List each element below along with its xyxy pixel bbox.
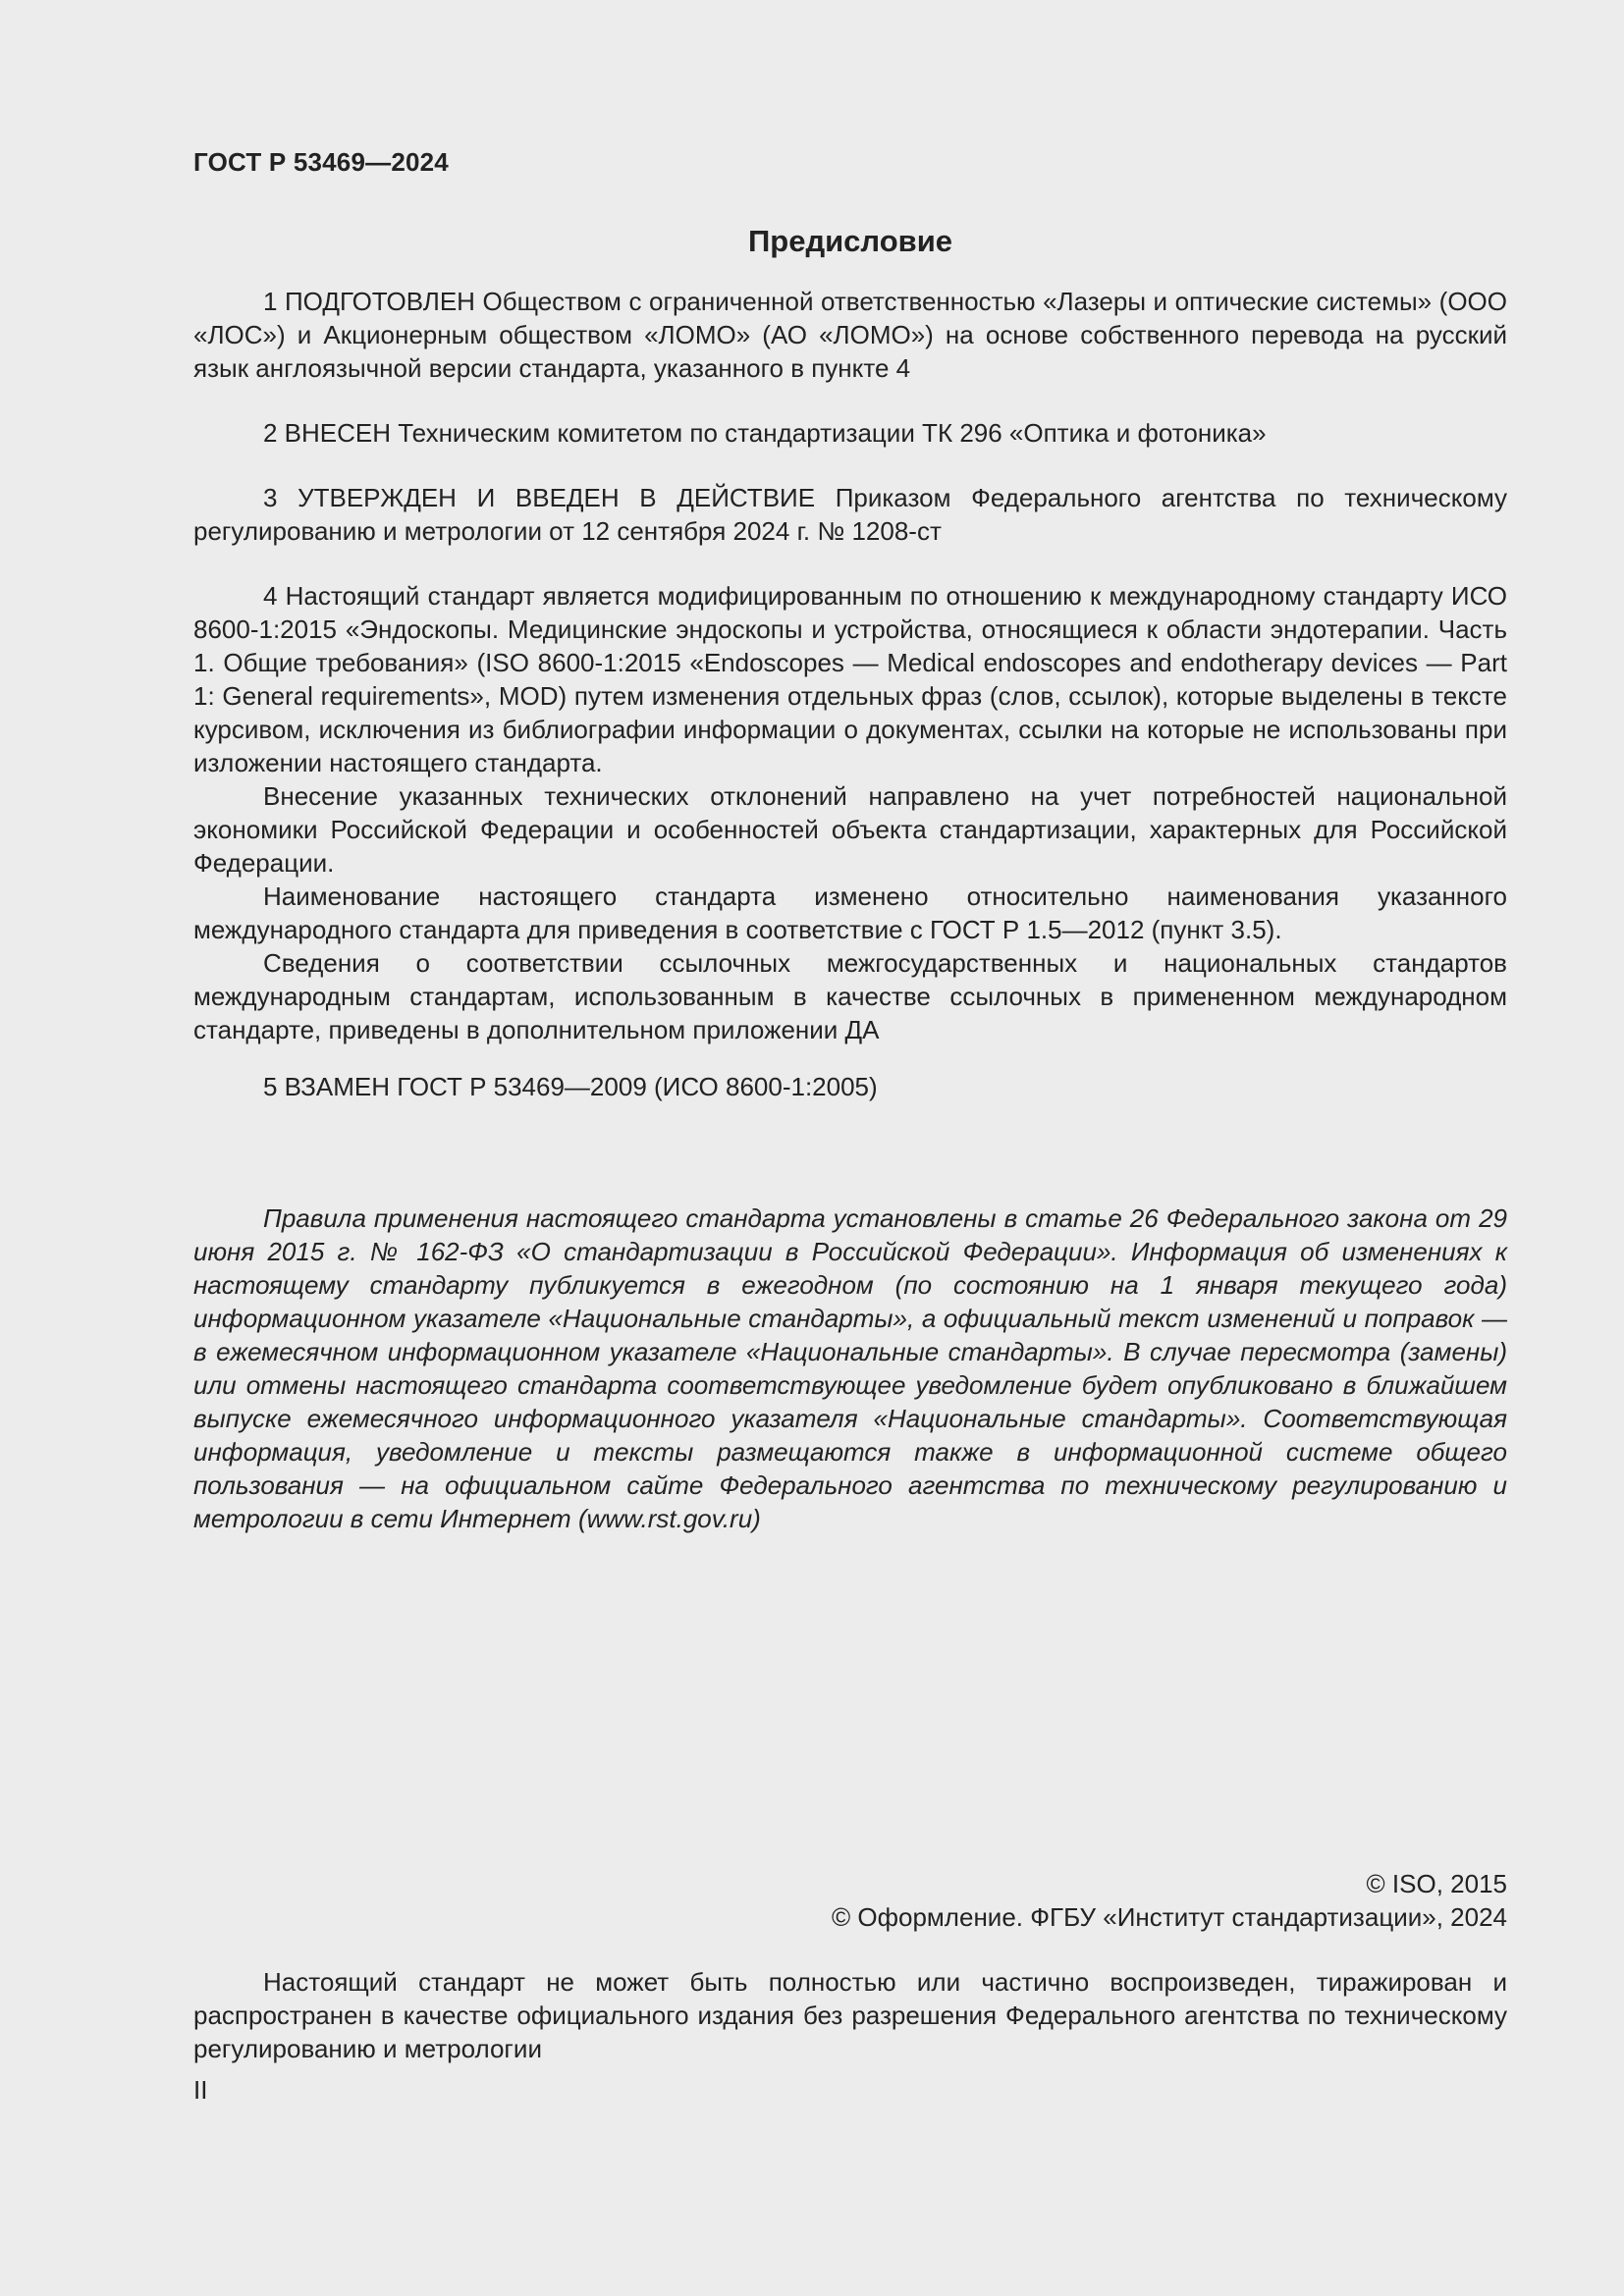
- foreword-item-4-paragraph: 4 Настоящий стандарт является модифицированным по отношению к международному стандарту ИСО 8600-1:2015 «Эндоскопы. Медицинские эндоскопы и устройства, относящиеся к области эндотерапии. Часть 1. Общие требования» (ISO 8600-1:2015 «Endoscopes — Medical endoscopes and endotherapy devices — Part 1: General requirements», MOD) путем изменения отдельных фраз (слов, ссылок), которые выделены в тексте курсивом, исключения из библиографии информации о документах, ссылки на которые не использованы при изложении настоящего стандарта.: [193, 581, 1507, 777]
- foreword-item-4: [193, 579, 1507, 1046]
- page-number: II: [193, 2075, 208, 2105]
- document-header: ГОСТ Р 53469—2024: [193, 147, 449, 177]
- copyright-design: © Оформление. ФГБУ «Институт стандартизации», 2024: [832, 1902, 1507, 1932]
- foreword-item-5: 5 ВЗАМЕН ГОСТ Р 53469—2009 (ИСО 8600-1:2005): [263, 1072, 878, 1101]
- copyright-iso: © ISO, 2015: [1366, 1869, 1507, 1898]
- document-page: [193, 0, 1507, 2296]
- foreword-item-1: 1 ПОДГОТОВЛЕН Обществом с ограниченной ответственностью «Лазеры и оптические системы» (ООО «ЛОС») и Акционерным обществом «ЛОМО» (АО «ЛОМО») на основе собственного перевода на русский язык англоязычной версии стандарта, указанного в пункте 4: [193, 287, 1507, 383]
- reproduction-notice: Настоящий стандарт не может быть полностью или частично воспроизведен, тиражирован и распространен в качестве официального издания без разрешения Федерального агентства по техническому регулированию и метрологии: [193, 1967, 1507, 2063]
- foreword-item-2: 2 ВНЕСЕН Техническим комитетом по стандартизации ТК 296 «Оптика и фотоника»: [263, 418, 1267, 448]
- foreword-item-4-paragraph: Сведения о соответствии ссылочных межгосударственных и национальных стандартов международным стандартам, использованным в качестве ссылочных в примененном международном стандарте, приведены в дополнительном приложении ДА: [193, 948, 1507, 1044]
- foreword-item-4-paragraph: Внесение указанных технических отклонений направлено на учет потребностей национальной экономики Российской Федерации и особенностей объекта стандартизации, характерных для Российской Федерации.: [193, 781, 1507, 878]
- foreword-item-4-paragraph: Наименование настоящего стандарта изменено относительно наименования указанного международного стандарта для приведения в соответствие с ГОСТ Р 1.5—2012 (пункт 3.5).: [193, 881, 1507, 944]
- foreword-item-3: 3 УТВЕРЖДЕН И ВВЕДЕН В ДЕЙСТВИЕ Приказом Федерального агентства по техническому регулированию и метрологии от 12 сентября 2024 г. № 1208-ст: [193, 483, 1507, 546]
- rules-notice: Правила применения настоящего стандарта установлены в статье 26 Федерального закона от 29 июня 2015 г. № 162-ФЗ «О стандартизации в Российской Федерации». Информация об изменениях к настоящему стандарту публикуется в ежегодном (по состоянию на 1 января текущего года) информационном указателе «Национальные стандарты», а официальный текст изменений и поправок — в ежемесячном информационном указателе «Национальные стандарты». В случае пересмотра (замены) или отмены настоящего стандарта соответствующее уведомление будет опубликовано в ближайшем выпуске ежемесячного информационного указателя «Национальные стандарты». Соответствующая информация, уведомление и тексты размещаются также в информационной системе общего пользования — на официальном сайте Федерального агентства по техническому регулированию и метрологии в сети Интернет (www.rst.gov.ru): [193, 1203, 1507, 1533]
- page-title: Предисловие: [747, 224, 952, 258]
